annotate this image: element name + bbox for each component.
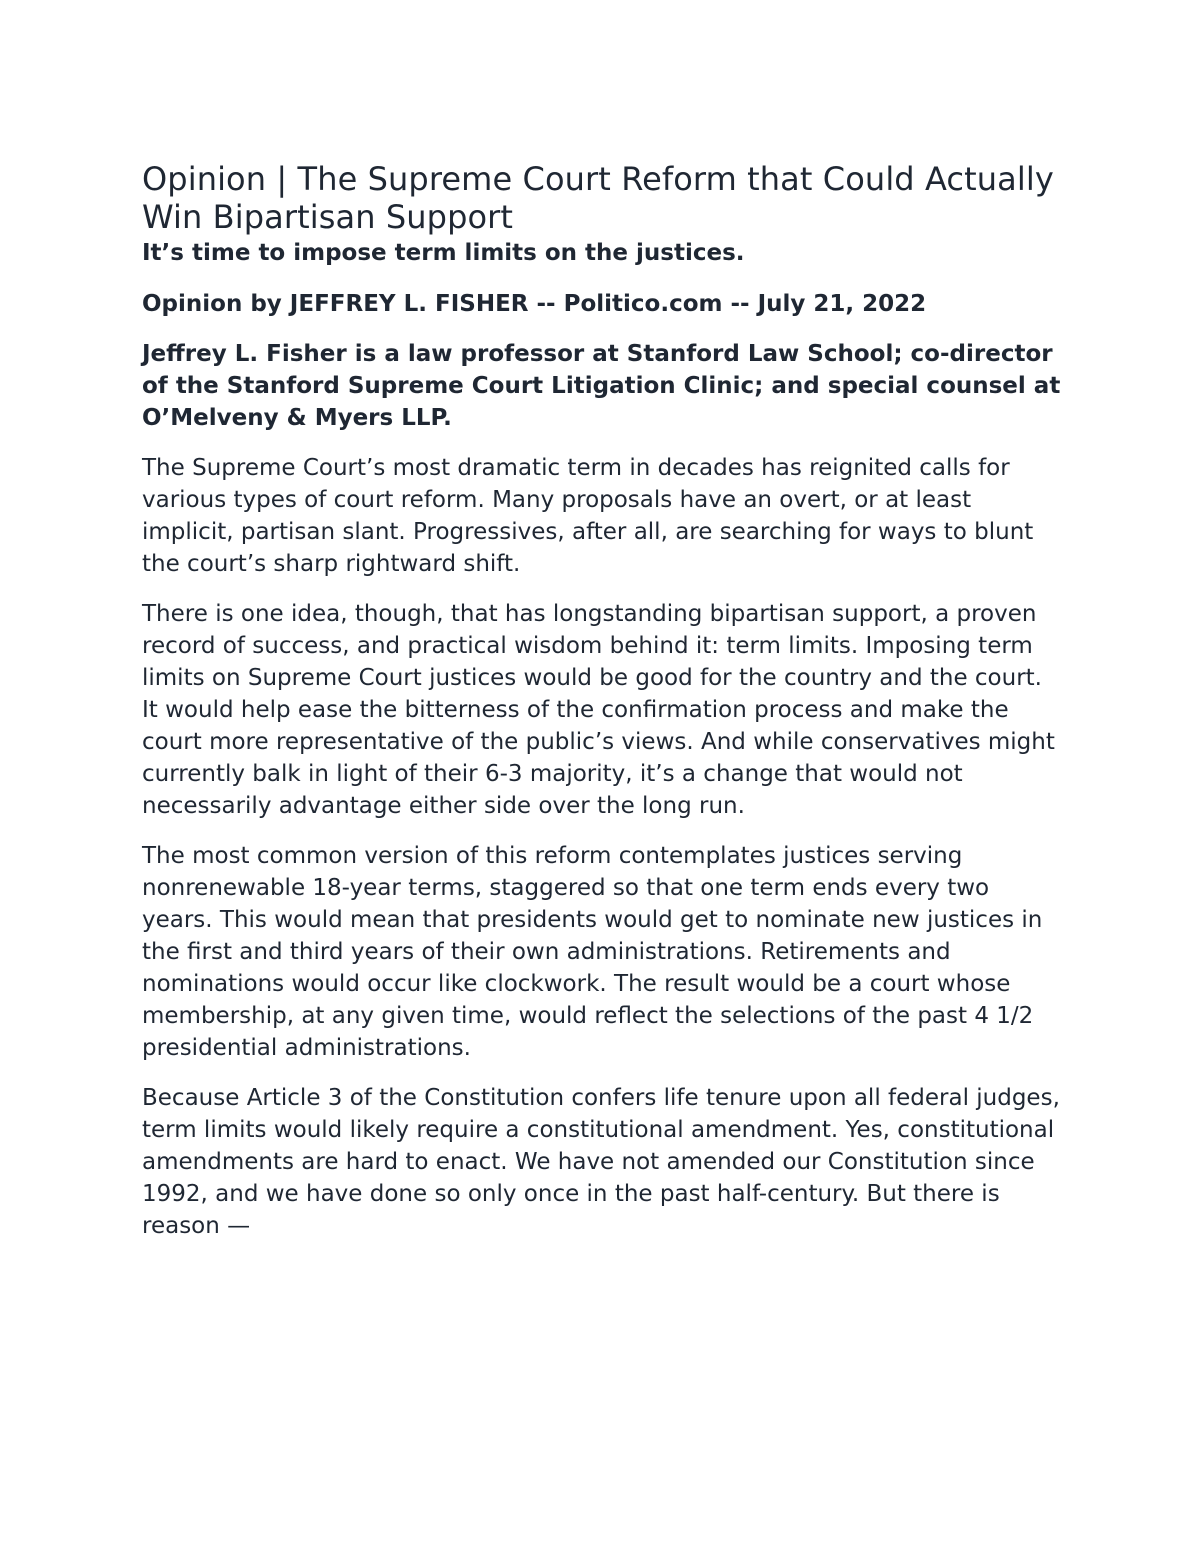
body-paragraph: The most common version of this reform contemplates justices serving nonrenewable 18-year terms, staggered so that one term ends every two years. This would mean that presidents would get to nominate new justices in the first and third years of their own administrations. Retirements and nominations would occur like clockwork. The result would be a court whose membership, at any given time, would reflect the selections of the past 4 1/2 presidential administrations.: [142, 843, 1043, 1061]
body-paragraph: Because Article 3 of the Constitution confers life tenure upon all federal judges, term limits would likely require a constitutional amendment. Yes, constitutional amendments are hard to enact. We have not amended our Constitution since 1992, and we have done so only once in the past half-century. But there is reason —: [142, 1085, 1060, 1239]
body-paragraph: The Supreme Court’s most dramatic term in decades has reignited calls for various types of court reform. Many proposals have an overt, or at least implicit, partisan slant. Progressives, after all, are searching for ways to blunt the court’s sharp rightward shift.: [142, 455, 1034, 577]
article-title: Opinion | The Supreme Court Reform that Could Actually Win Bipartisan Support: [142, 160, 1054, 236]
author-bio: Jeffrey L. Fisher is a law professor at Stanford Law School; co-director of the Stanford Supreme Court Litigation Clinic; and special counsel at O’Melveny & Myers LLP.: [142, 341, 1061, 431]
article-byline: Opinion by JEFFREY L. FISHER -- Politico.com -- July 21, 2022: [142, 291, 927, 317]
article-subtitle: It’s time to impose term limits on the justices.: [142, 240, 745, 266]
document-page: [142, 160, 1062, 1242]
body-paragraph: There is one idea, though, that has longstanding bipartisan support, a proven record of success, and practical wisdom behind it: term limits. Imposing term limits on Supreme Court justices would be good for the country and the court. It would help ease the bitterness of the confirmation process and make the court more representative of the public’s views. And while conservatives might currently balk in light of their 6-3 majority, it’s a change that would not necessarily advantage either side over the long run.: [142, 601, 1055, 819]
